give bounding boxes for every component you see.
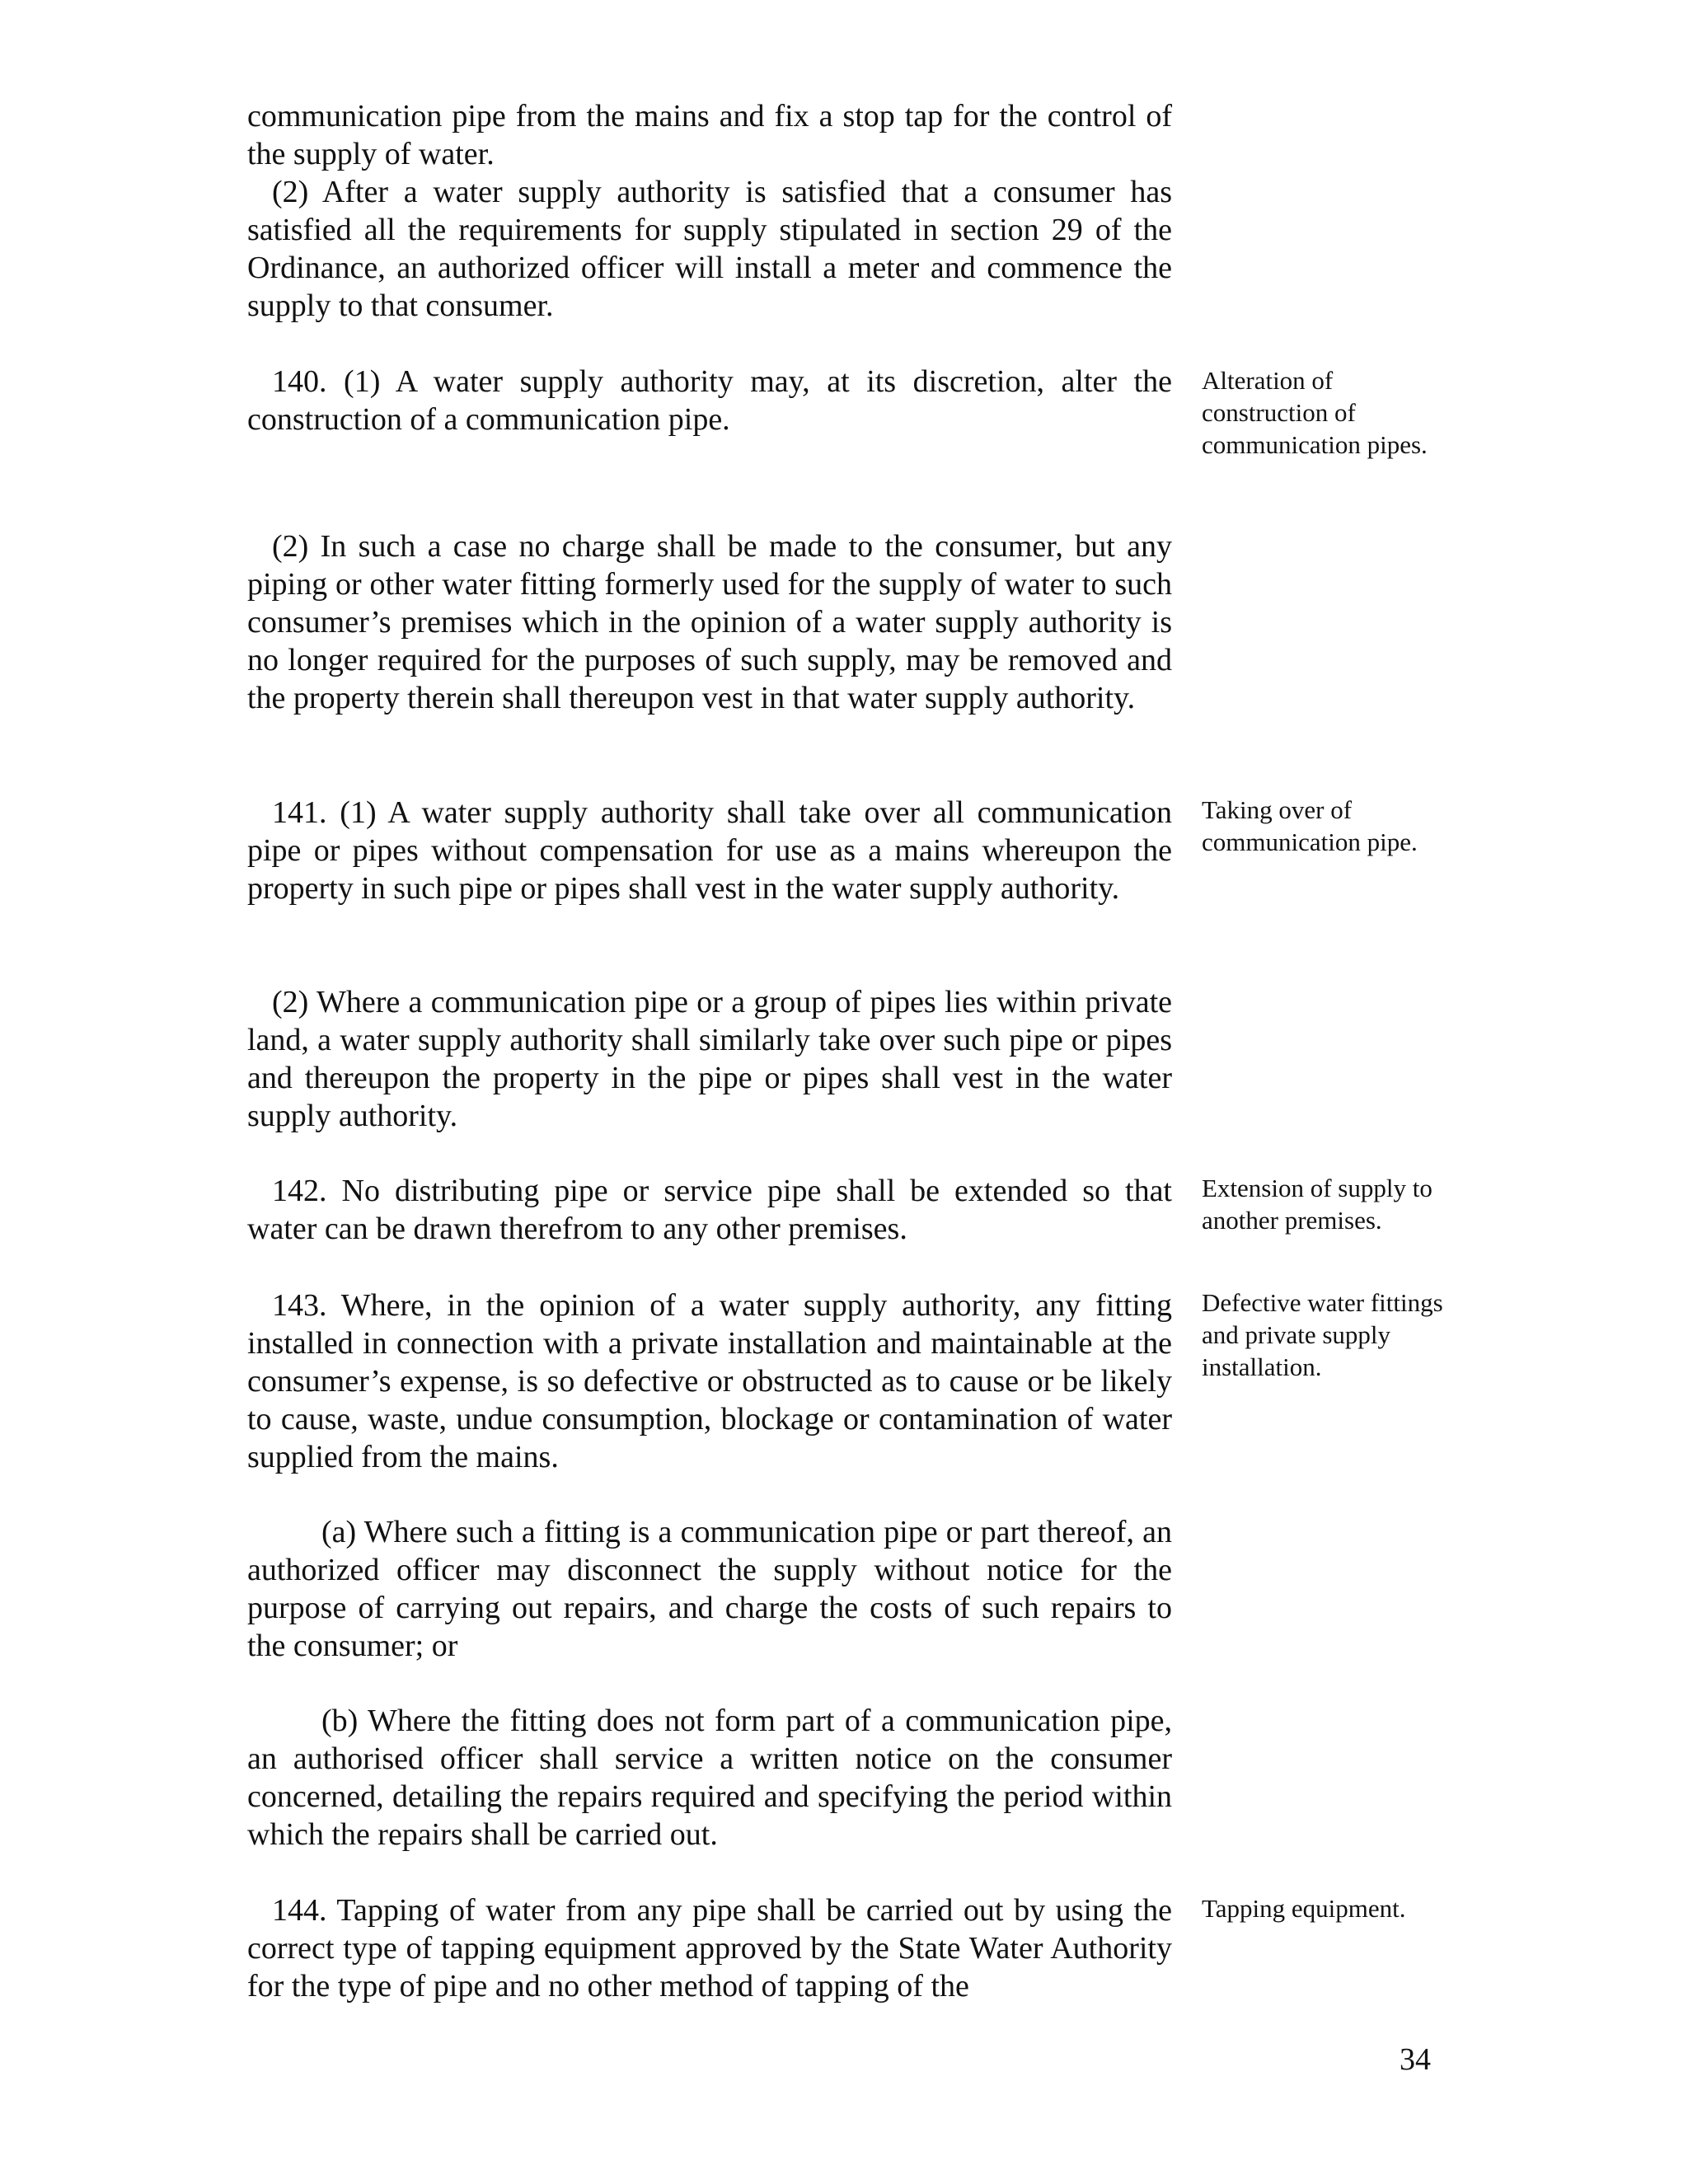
margin-note-144: Tapping equipment. (1202, 1894, 1406, 1923)
margin-note-142: Extension of supply to another premises. (1202, 1174, 1432, 1235)
paragraph-143-a: (a) Where such a fitting is a communication pipe or part thereof, an authorized officer may disconnect the supply without notice for the purpose of carrying out repairs, and charge the costs of such repairs to the consumer; or (247, 1515, 1172, 1663)
paragraph-143-b: (b) Where the fitting does not form part of a communication pipe, an authorised officer shall service a written notice on the consumer concerned, detailing the repairs required and specifying the period within which the repairs shall be carried out. (247, 1704, 1172, 1852)
paragraph-142: 142. No distributing pipe or service pipe shall be extended so that water can be drawn therefrom to any other premises. (247, 1174, 1172, 1246)
paragraph-144: 144. Tapping of water from any pipe shall be carried out by using the correct type of tapping equipment approved by the State Water Authority for the type of pipe and no other method of tapping of the (247, 1893, 1172, 2004)
paragraph-intro: communication pipe from the mains and fix a stop tap for the control of the supply of water. (247, 99, 1172, 171)
paragraph-140-2: (2) In such a case no charge shall be made to the consumer, but any piping or other water fitting formerly used for the supply of water to such consumer’s premises which in the opinion of a water supply authority is no longer required for the purposes of such supply, may be removed and the property therein shall thereupon vest in that water supply authority. (247, 529, 1172, 715)
paragraph-141-2: (2) Where a communication pipe or a group of pipes lies within private land, a water supply authority shall similarly take over such pipe or pipes and thereupon the property in the pipe or pipes shall vest in the water supply authority. (247, 985, 1172, 1133)
margin-note-141: Taking over of communication pipe. (1202, 795, 1418, 856)
margin-note-140: Alteration of construction of communication pipes. (1202, 366, 1428, 459)
paragraph-140-1: 140. (1) A water supply authority may, at its discretion, alter the construction of a communication pipe. (247, 364, 1172, 437)
paragraph-141-1: 141. (1) A water supply authority shall take over all communication pipe or pipes without compensation for use as a mains whereupon the property in such pipe or pipes shall vest in the water supply authority. (247, 795, 1172, 906)
margin-note-143: Defective water fittings and private supply installation. (1202, 1288, 1443, 1381)
page-number: 34 (1400, 2042, 1431, 2077)
paragraph-143: 143. Where, in the opinion of a water supply authority, any fitting installed in connection with a private installation and maintainable at the consumer’s expense, is so defective or obstructed as to cause or be likely to cause, waste, undue consumption, blockage or contamination of water supplied from the mains. (247, 1288, 1172, 1474)
paragraph-139-2: (2) After a water supply authority is satisfied that a consumer has satisfied all the requirements for supply stipulated in section 29 of the Ordinance, an authorized officer will install a meter and commence the supply to that consumer. (247, 175, 1172, 323)
